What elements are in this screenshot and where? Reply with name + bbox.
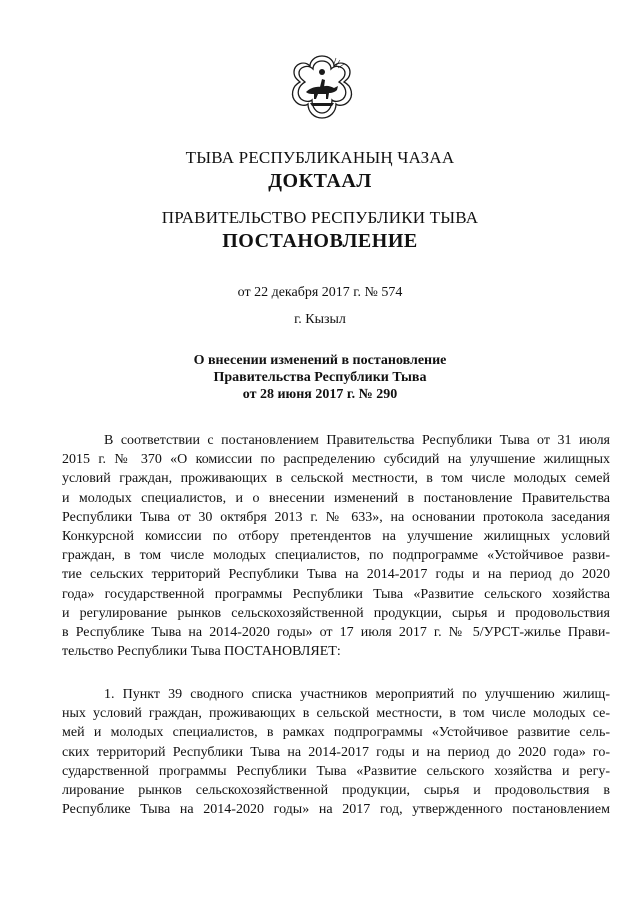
paragraph-item-1 [62,685,610,819]
text-line: условий граждан, проживающих в сельской местности, в том числе молодых семей [62,471,610,487]
text-line: граждан, в том числе молодых специалистов, по подпрограмме «Устойчивое разви- [62,548,610,564]
text-line: и регулирование рынков сельскохозяйственной продукции, сырья и продовольствия [62,605,610,621]
title-line: Правительства Республики Тыва [213,370,427,385]
paragraph-preamble [62,431,610,661]
text-line: лирование рынков сельскохозяйственной продукции, сырья и продовольствия в [62,783,610,799]
text-line: в Республике Тыва на 2014-2020 годы» от 17 июля 2017 г. № 5/УРСТ-жилье Прави- [62,625,610,641]
text-line: В соответствии с постановлением Правительства Республики Тыва от 31 июля [104,433,610,448]
document-title [0,352,640,403]
header-russian-government: ПРАВИТЕЛЬСТВО РЕСПУБЛИКИ ТЫВА [161,208,479,227]
title-line: О внесении изменений в постановление [193,353,447,368]
text-line: сударственной программы Республики Тыва «Развитие сельского хозяйства и регу- [62,763,610,779]
text-line: Конкурсной комиссии по отбору претендентов на улучшение жилищных условий [62,529,610,545]
text-line: тие сельских территорий Республики Тыва на 2014-2017 годы и на период до 2020 [62,567,610,583]
text-line: и молодых специалистов, и о внесении изменений в постановление Правительства [62,490,610,506]
text-line: тельство Республики Тыва ПОСТАНОВЛЯЕТ: [62,644,341,660]
tuva-coat-of-arms-icon [286,52,358,124]
text-line: мей и молодых специалистов, в рамках подпрограммы «Устойчивое развитие сель- [62,725,610,741]
text-line: 1. Пункт 39 сводного списка участников мероприятий по улучшению жилищ- [104,687,610,702]
text-line: Республики Тыва от 30 октября 2013 г. № 633», на основании протокола заседания [62,509,610,525]
document-date: от 22 декабря 2017 г. № 574 [237,285,403,300]
text-line: года» государственной программы Республики Тыва «Развитие сельского хозяйства [62,586,610,602]
header-tuvan-government: ТЫВА РЕСПУБЛИКАНЫҢ ЧАЗАА [185,148,455,167]
text-line: ных условий граждан, проживающих в сельской местности, в том числе молодых се- [62,706,610,722]
title-line: от 28 июня 2017 г. № 290 [242,387,398,402]
text-line: ских территорий Республики Тыва на 2014-2017 годы и на период до 2020 года» го- [62,744,610,760]
text-line: Республике Тыва на 2014-2020 годы» на 2017 год, утвержденного постановлением [62,802,610,818]
header-tuvan-decree: ДОКТААЛ [268,170,372,192]
text-line: 2015 г. № 370 «О комиссии по распределению субсидий на улучшение жилищных [62,452,610,468]
document-city: г. Кызыл [294,312,346,327]
header-russian-decree: ПОСТАНОВЛЕНИЕ [222,230,418,252]
